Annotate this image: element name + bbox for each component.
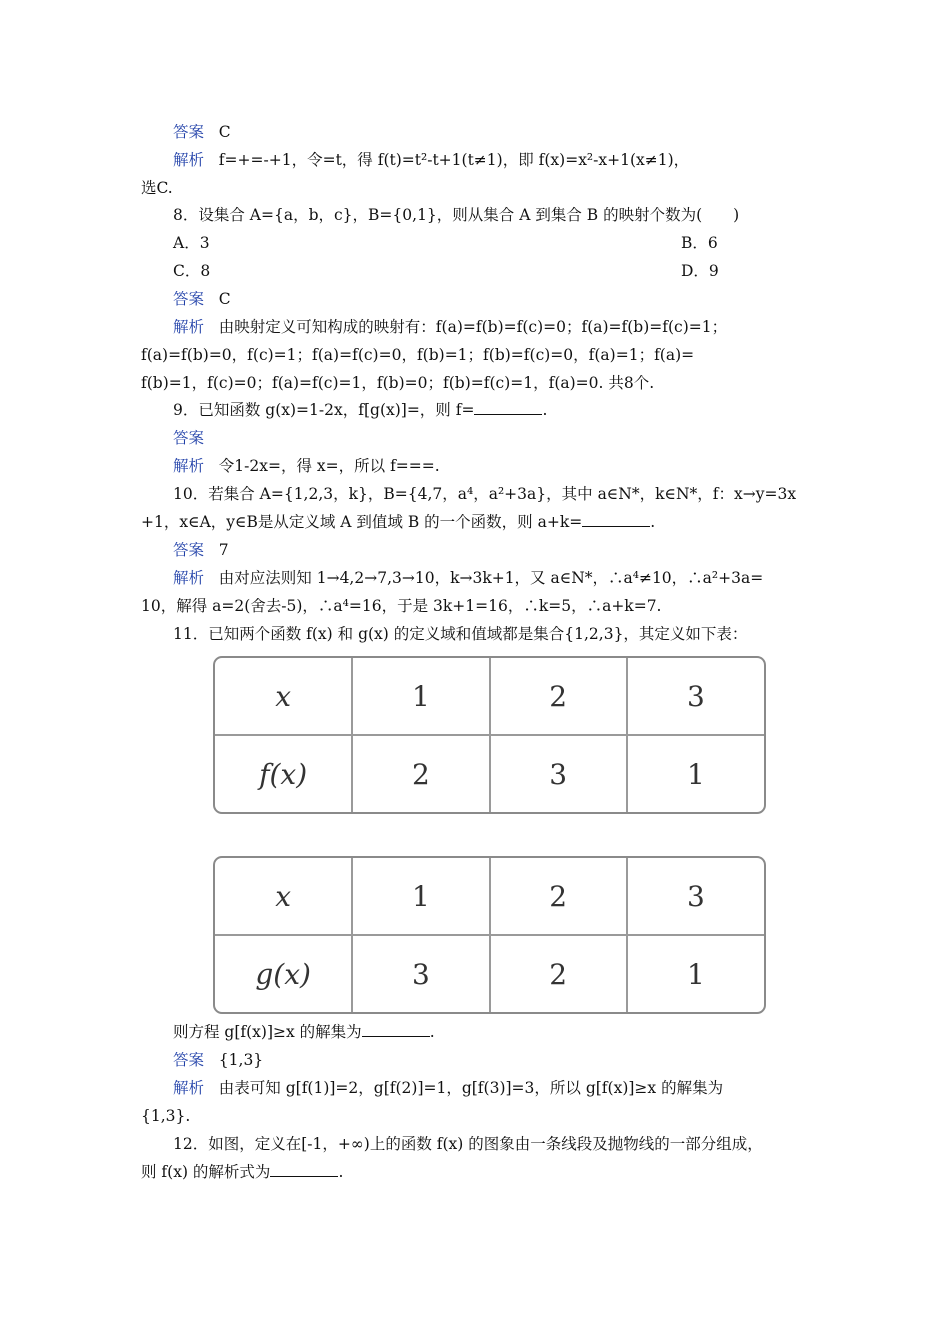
table-cell: 1: [627, 735, 764, 812]
answer-blank: [362, 1022, 430, 1037]
table-cell: 2: [490, 858, 627, 935]
option-c: C．8: [173, 262, 211, 280]
table-cell: 1: [352, 658, 489, 735]
answer-value: C: [218, 123, 231, 141]
analysis-text: 由映射定义可知构成的映射有：f(a)=f(b)=f(c)=0；f(a)=f(b)=f(c)=1；: [218, 318, 728, 336]
table-f: [213, 656, 766, 814]
answer-blank: [270, 1162, 338, 1177]
analysis-text: 令1-2x=，得 x=，所以 f===.: [218, 457, 440, 475]
table-row: [215, 935, 764, 1012]
question-12-text: 则 f(x) 的解析式为: [141, 1163, 271, 1181]
answer-label: 答案: [173, 123, 205, 141]
question-9-stem: 9．已知函数 g(x)=1-2x，f[g(x)]=，则 f=: [173, 401, 475, 419]
analysis-10: [173, 568, 845, 588]
analysis-text: f=+=-+1，令=t，得 f(t)=t²-t+1(t≠1)，即 f(x)=x²-x+1(x≠1)，: [218, 151, 690, 169]
answer-label: 答案: [173, 290, 205, 308]
table-row: [215, 658, 764, 735]
analysis-7-cont: 选C.: [141, 179, 173, 197]
question-8-options-row2: [173, 261, 845, 281]
table-cell: 3: [352, 935, 489, 1012]
analysis-text: 由对应法则知 1→4,2→7,3→10，k→3k+1，又 a∈N*，∴a⁴≠10，∴a²+3a=: [218, 569, 764, 587]
table-cell: f(x): [215, 735, 352, 812]
question-11-b: [173, 1022, 845, 1042]
table-row: [215, 735, 764, 812]
question-10-line1: 10．若集合 A={1,2,3，k}，B={4,7，a⁴，a²+3a}，其中 a∈N*，k∈N*，f：x→y=3x: [173, 485, 797, 503]
analysis-text: 由表可知 g[f(1)]=2，g[f(2)]=1，g[f(3)]=3，所以 g[f(x)]≥x 的解集为: [218, 1079, 724, 1097]
analysis-8-line3: f(b)=1，f(c)=0；f(a)=f(c)=1，f(b)=0；f(b)=f(c)=1，f(a)=0. 共8个.: [141, 374, 655, 392]
answer-7: [173, 122, 845, 142]
table-cell: 3: [490, 735, 627, 812]
question-9: [173, 400, 845, 420]
answer-blank: [474, 400, 542, 415]
answer-blank: [582, 512, 650, 527]
analysis-label: 解析: [173, 318, 205, 336]
table-cell: 1: [627, 935, 764, 1012]
option-b: B．6: [681, 234, 718, 252]
answer-11: [173, 1050, 845, 1070]
answer-9: [173, 428, 845, 448]
question-11-b-text: 则方程 g[f(x)]≥x 的解集为: [173, 1023, 362, 1041]
answer-value: C: [218, 290, 231, 308]
table-row: [215, 858, 764, 935]
question-11-stem: 11．已知两个函数 f(x) 和 g(x) 的定义域和值域都是集合{1,2,3}，其定义如下表：: [173, 625, 748, 643]
question-12-line1: 12．如图，定义在[-1，+∞)上的函数 f(x) 的图象由一条线段及抛物线的一部分组成，: [173, 1135, 763, 1153]
question-10-end: .: [650, 513, 656, 531]
table-cell: 1: [352, 858, 489, 935]
question-12-end: .: [338, 1163, 344, 1181]
table-cell: x: [215, 858, 352, 935]
table-cell: 2: [490, 935, 627, 1012]
answer-label: 答案: [173, 429, 205, 447]
question-10-text: +1，x∈A，y∈B是从定义域 A 到值域 B 的一个函数，则 a+k=: [141, 513, 583, 531]
question-12-line2: [141, 1162, 813, 1182]
question-11-b-end: .: [429, 1023, 435, 1041]
answer-label: 答案: [173, 1051, 205, 1069]
table-cell: 3: [627, 658, 764, 735]
analysis-11-line2: {1,3}.: [141, 1107, 191, 1125]
analysis-8: [173, 317, 845, 337]
table-g: [213, 856, 766, 1014]
analysis-7: [173, 150, 845, 170]
option-a: A．3: [173, 234, 210, 252]
answer-8: [173, 289, 845, 309]
question-8-stem: 8．设集合 A={a，b，c}，B={0,1}，则从集合 A 到集合 B 的映射个数为( ): [173, 206, 740, 224]
analysis-label: 解析: [173, 151, 205, 169]
analysis-label: 解析: [173, 457, 205, 475]
analysis-11: [173, 1078, 845, 1098]
analysis-label: 解析: [173, 1079, 205, 1097]
table-cell: x: [215, 658, 352, 735]
answer-value: 7: [218, 541, 229, 559]
analysis-10-line2: 10，解得 a=2(舍去-5)，∴a⁴=16，于是 3k+1=16，∴k=5，∴a+k=7.: [141, 597, 662, 615]
option-d: D．9: [681, 262, 719, 280]
analysis-label: 解析: [173, 569, 205, 587]
answer-label: 答案: [173, 541, 205, 559]
answer-value: {1,3}: [218, 1051, 264, 1069]
table-cell: g(x): [215, 935, 352, 1012]
table-cell: 2: [352, 735, 489, 812]
table-cell: 2: [490, 658, 627, 735]
question-9-end: .: [542, 401, 548, 419]
question-10-line2: [141, 512, 813, 532]
question-8-options-row1: [173, 233, 845, 253]
analysis-8-line2: f(a)=f(b)=0，f(c)=1；f(a)=f(c)=0，f(b)=1；f(b)=f(c)=0，f(a)=1；f(a)=: [141, 346, 695, 364]
analysis-9: [173, 456, 845, 476]
answer-10: [173, 540, 845, 560]
table-cell: 3: [627, 858, 764, 935]
